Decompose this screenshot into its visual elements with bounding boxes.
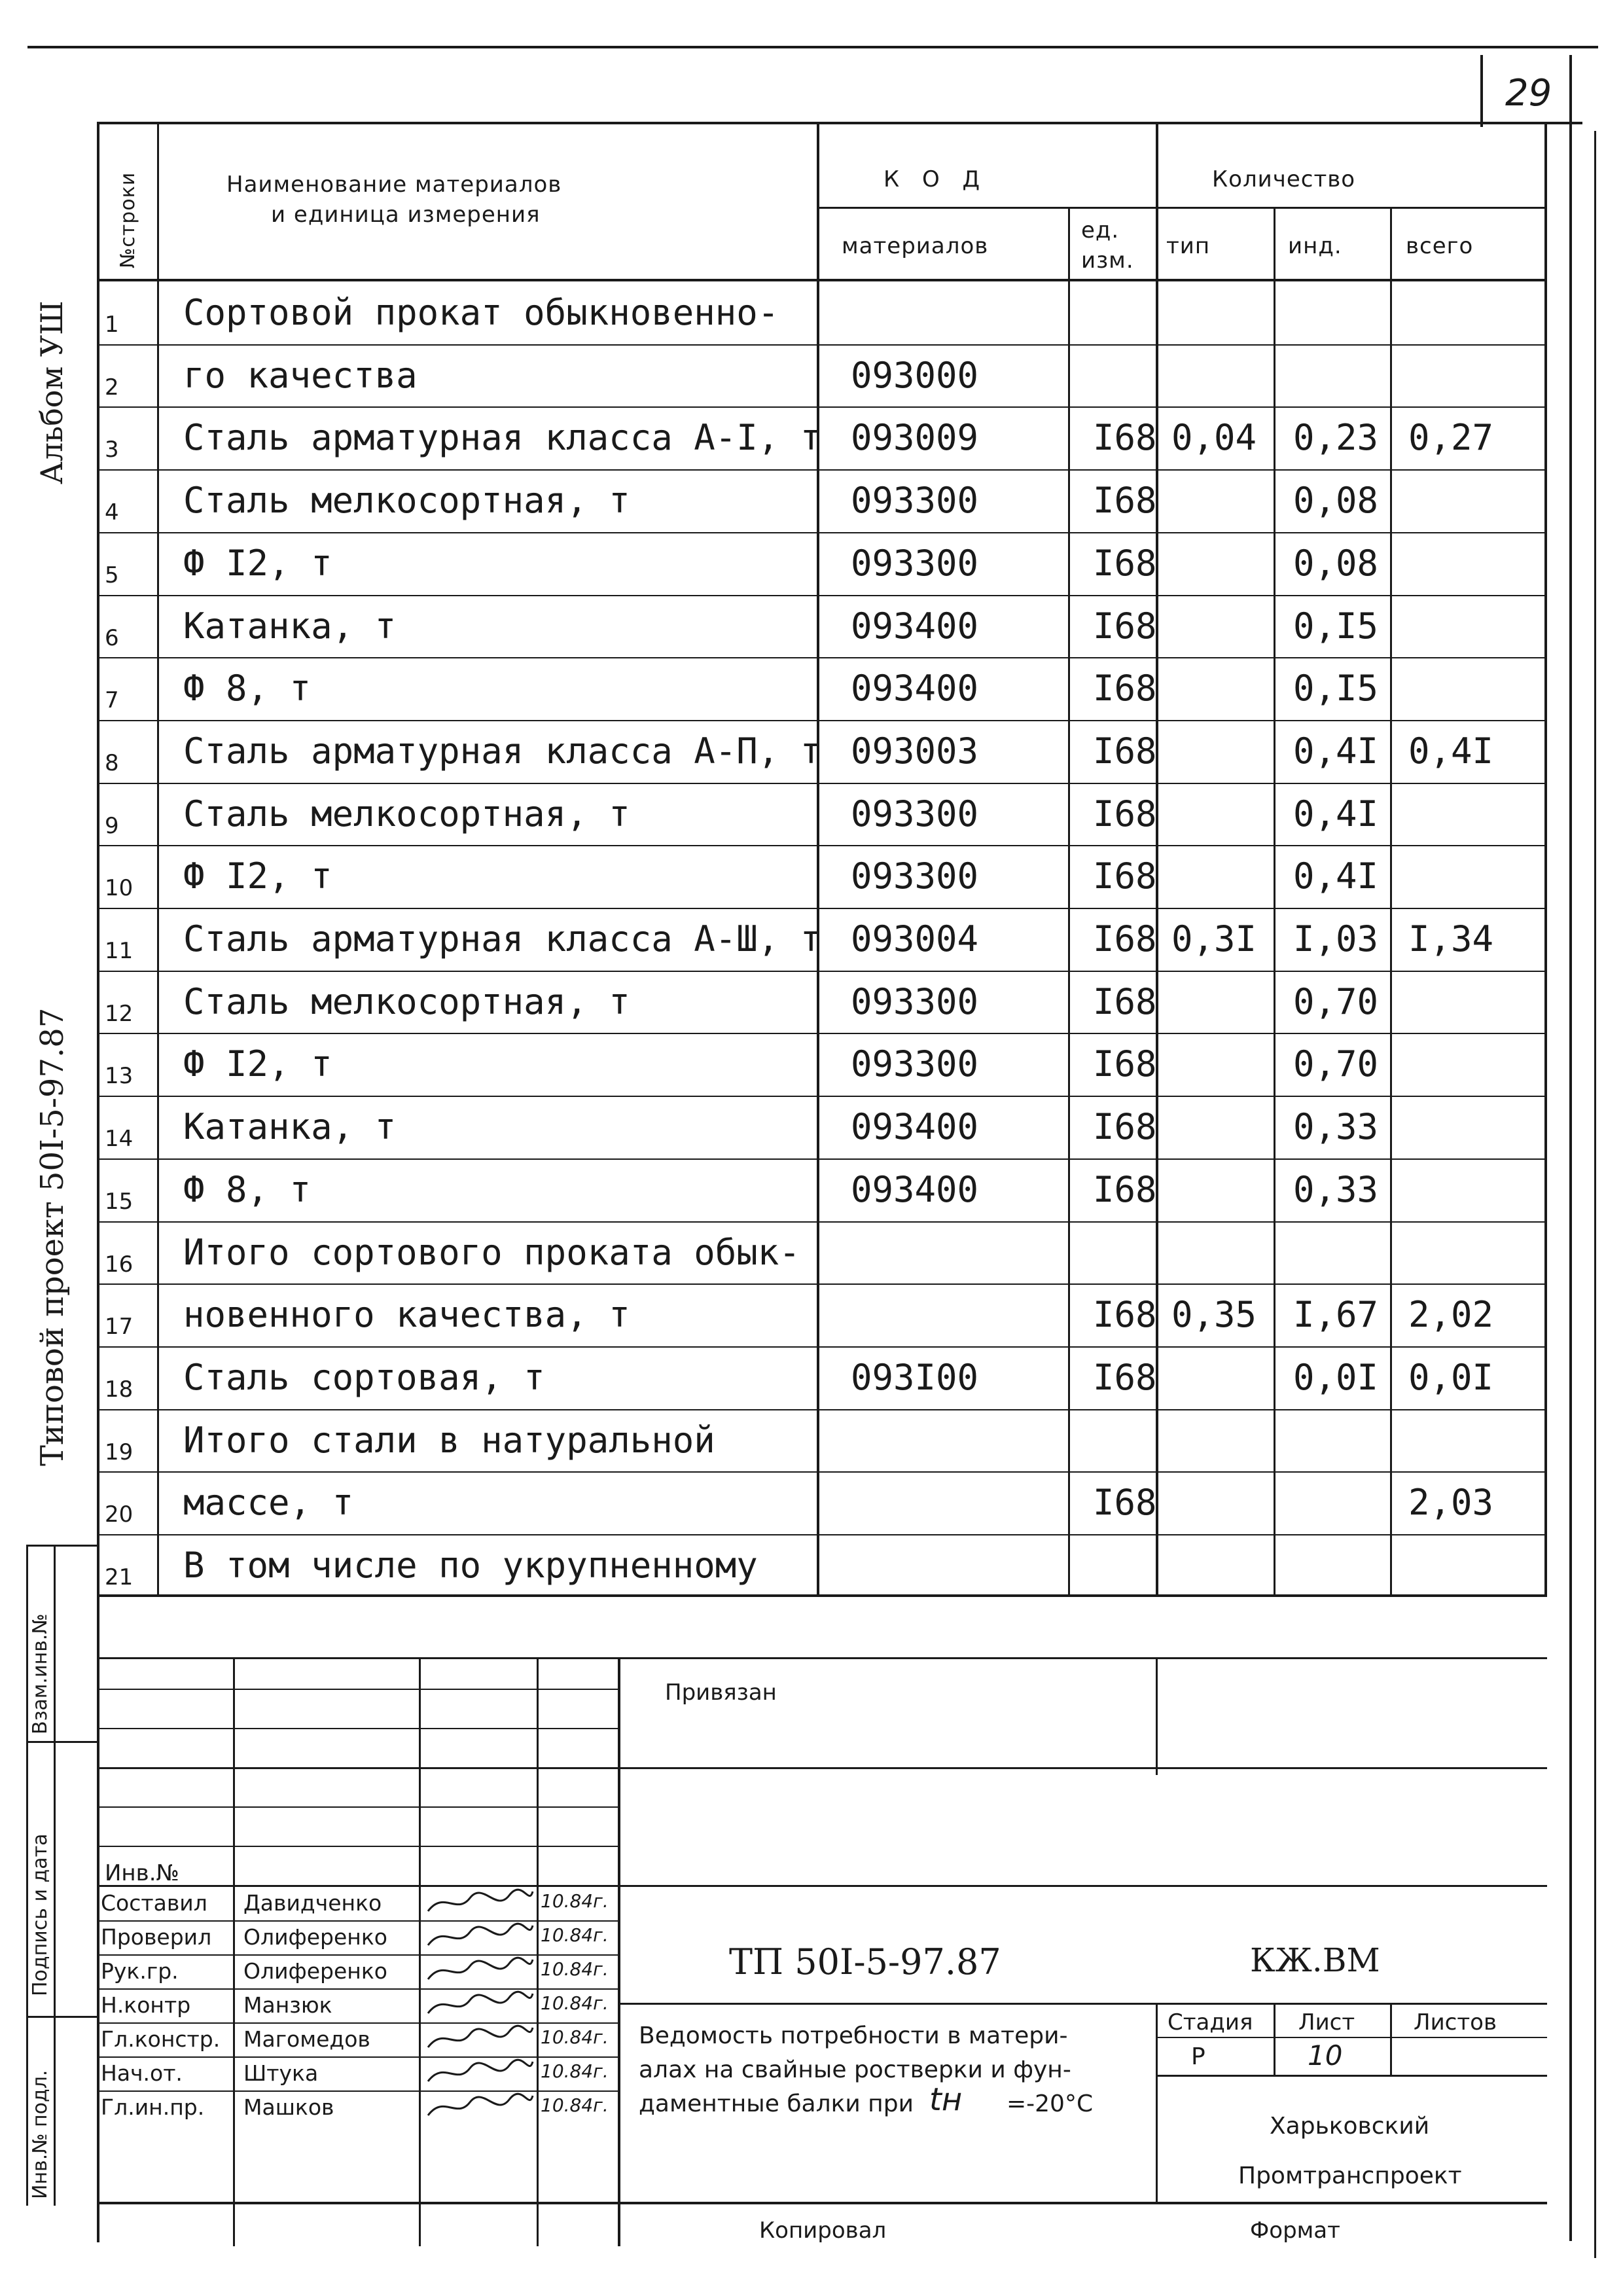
qty-ind: 0,4I	[1293, 793, 1379, 834]
material-code: 093300	[851, 480, 979, 521]
header-row-no: №строки	[116, 171, 139, 268]
qty-all: 2,02	[1408, 1294, 1494, 1335]
handwritten-signature	[424, 1920, 535, 1953]
row-number: 17	[105, 1314, 134, 1340]
sheet-value: 10	[1308, 2039, 1343, 2072]
col-ind-left	[1274, 207, 1275, 1594]
col-all-right	[1544, 122, 1547, 1594]
material-name: Итого сортового проката обык-	[183, 1232, 800, 1273]
tb-col-sheet	[1274, 2003, 1275, 2075]
header-kod: К О Д	[883, 166, 988, 192]
row-line	[97, 783, 1547, 784]
row-number: 3	[105, 437, 119, 463]
tb-line-3	[97, 1767, 1547, 1769]
row-number: 5	[105, 562, 119, 588]
unit-code: I68	[1093, 1294, 1157, 1335]
material-code: 093I00	[851, 1357, 979, 1398]
qty-ind: 0,08	[1293, 543, 1379, 584]
material-code: 093300	[851, 543, 979, 584]
page-number: 29	[1505, 72, 1552, 115]
row-line	[97, 532, 1547, 533]
project-label: Типовой проект 50I-5-97.87	[34, 1007, 71, 1466]
row-number: 9	[105, 813, 119, 839]
row-number: 20	[105, 1501, 134, 1528]
qty-all: 0,4I	[1408, 730, 1494, 772]
qty-ind: 0,0I	[1293, 1357, 1379, 1398]
unit-code: I68	[1093, 668, 1157, 709]
material-name: Итого стали в натуральной	[183, 1420, 715, 1461]
unit-code: I68	[1093, 480, 1157, 521]
qty-ind: 0,33	[1293, 1169, 1379, 1210]
frame-right-edge	[1594, 131, 1596, 2258]
header-kod-ed2: изм.	[1081, 247, 1134, 274]
signer-role: Нач.от.	[101, 2060, 183, 2086]
qty-ind: 0,I5	[1293, 605, 1379, 647]
stage-label: Стадия	[1168, 2009, 1253, 2036]
signer-name: Машков	[243, 2094, 334, 2120]
inv-podl-label: Инв.№ подл.	[29, 2070, 52, 2199]
unit-code: I68	[1093, 605, 1157, 647]
tb-col-d	[618, 1657, 620, 2246]
tb-col-e	[1156, 1657, 1158, 1775]
temp-symbol: tн	[929, 2081, 963, 2118]
header-name-l2: и единица измерения	[271, 202, 541, 228]
row-line	[97, 1283, 1547, 1285]
row-line	[97, 908, 1547, 909]
signer-role: Гл.ин.пр.	[101, 2094, 205, 2120]
tb-col-a	[233, 1657, 235, 2246]
material-code: 093400	[851, 668, 979, 709]
tb-col-stage	[1156, 2003, 1158, 2202]
material-name: массе, т	[183, 1482, 354, 1523]
tb-col-c	[537, 1657, 539, 2246]
material-name: Сталь сортовая, т	[183, 1357, 545, 1398]
row-line	[97, 1033, 1547, 1034]
tb-stage-bottom	[1156, 2075, 1547, 2077]
material-name: В том числе по укрупненному	[183, 1545, 758, 1586]
handwritten-signature	[424, 2090, 535, 2123]
row-line	[97, 1534, 1547, 1535]
qty-ind: 0,33	[1293, 1106, 1379, 1147]
signer-date: 10.84г.	[541, 2060, 609, 2082]
signer-date: 10.84г.	[541, 1958, 609, 1980]
inv-no-label: Инв.№	[105, 1860, 179, 1886]
material-name: Сталь арматурная класса А-П, т	[183, 730, 822, 772]
row-line	[97, 971, 1547, 972]
qty-all: 2,03	[1408, 1482, 1494, 1523]
material-name: Сталь мелкосортная, т	[183, 480, 630, 521]
signature-row-line	[97, 2056, 618, 2058]
qty-ind: 0,70	[1293, 981, 1379, 1022]
row-number: 18	[105, 1376, 134, 1403]
row-line	[97, 344, 1547, 346]
format-label: Формат	[1250, 2217, 1340, 2244]
signature-row-line	[97, 2090, 618, 2092]
signer-name: Олиференко	[243, 1924, 387, 1950]
tb-line-4	[97, 1806, 618, 1808]
unit-code: I68	[1093, 543, 1157, 584]
qty-ind: 0,08	[1293, 480, 1379, 521]
material-code: 093400	[851, 605, 979, 647]
qty-all: 0,27	[1408, 417, 1494, 458]
signer-role: Рук.гр.	[101, 1958, 179, 1984]
header-mid-line	[817, 207, 1547, 209]
tb-line-1	[97, 1689, 618, 1690]
tb-line-2	[97, 1728, 618, 1729]
material-name: го качества	[183, 355, 418, 396]
signature-row-line	[97, 1988, 618, 1990]
material-name: Сталь арматурная класса А-I, т	[183, 417, 822, 458]
unit-code: I68	[1093, 1357, 1157, 1398]
material-name: Катанка, т	[183, 1106, 397, 1147]
podpis-data-label: Подпись и дата	[29, 1833, 52, 1996]
material-code: 093003	[851, 730, 979, 772]
row-number: 13	[105, 1063, 134, 1089]
qty-all: I,34	[1408, 918, 1494, 960]
row-number: 7	[105, 687, 119, 713]
unit-code: I68	[1093, 1169, 1157, 1210]
row-line	[97, 1158, 1547, 1160]
tb-line-6	[97, 1885, 1547, 1887]
unit-code: I68	[1093, 918, 1157, 960]
header-kod-ed1: ед.	[1081, 217, 1120, 243]
handwritten-signature	[424, 1886, 535, 1919]
row-number: 12	[105, 1001, 134, 1027]
handwritten-signature	[424, 2056, 535, 2089]
row-line	[97, 1221, 1547, 1223]
copied-label: Копировал	[759, 2217, 887, 2244]
qty-ind: 0,4I	[1293, 855, 1379, 897]
qty-ind: I,03	[1293, 918, 1379, 960]
signer-name: Давидченко	[243, 1890, 382, 1916]
unit-code: I68	[1093, 1106, 1157, 1147]
strip-bottom-line	[97, 1657, 1547, 1659]
unit-code: I68	[1093, 1482, 1157, 1523]
unit-code: I68	[1093, 793, 1157, 834]
material-name: Сталь мелкосортная, т	[183, 793, 630, 834]
temp-value: =-20°С	[1007, 2090, 1094, 2117]
header-qty: Количество	[1212, 166, 1356, 192]
row-number: 11	[105, 938, 134, 964]
doc-code: ТП 50I-5-97.87	[729, 1941, 1001, 1982]
table-left	[97, 122, 99, 2242]
qty-ind: I,67	[1293, 1294, 1379, 1335]
col-kod-left	[817, 122, 819, 1594]
row-number: 2	[105, 374, 119, 401]
header-qty-ind: инд.	[1288, 233, 1342, 259]
row-line	[97, 1471, 1547, 1473]
row-number: 21	[105, 1564, 134, 1590]
header-kod-mat: материалов	[842, 233, 989, 259]
tb-bottom	[97, 2202, 1547, 2204]
signer-name: Штука	[243, 2060, 319, 2086]
row-number: 14	[105, 1126, 134, 1152]
row-line	[97, 845, 1547, 846]
material-name: Ф I2, т	[183, 543, 332, 584]
tb-col-b	[419, 1657, 421, 2246]
material-code: 093300	[851, 855, 979, 897]
side-strip-div2	[26, 1741, 98, 1743]
signer-role: Составил	[101, 1890, 207, 1916]
material-name: Ф 8, т	[183, 1169, 312, 1210]
album-label: Альбом УШ	[34, 300, 69, 484]
page-number-box-left	[1480, 55, 1483, 127]
inv-zam-label: Взам.инв.№	[29, 1613, 52, 1734]
material-code: 093000	[851, 355, 979, 396]
header-qty-all: всего	[1406, 233, 1474, 259]
material-name: Сталь арматурная класса А-Ш, т	[183, 918, 822, 960]
material-name: Ф I2, т	[183, 1043, 332, 1085]
unit-code: I68	[1093, 417, 1157, 458]
qty-tip: 0,35	[1171, 1294, 1257, 1335]
material-code: 093004	[851, 918, 979, 960]
frame-right-outer	[1569, 55, 1572, 2241]
tb-col-sheets	[1390, 2003, 1392, 2075]
material-name: новенного качества, т	[183, 1294, 630, 1335]
signer-date: 10.84г.	[541, 1924, 609, 1946]
signer-role: Н.контр	[101, 1992, 191, 2018]
row-number: 15	[105, 1189, 134, 1215]
material-name: Ф 8, т	[183, 668, 312, 709]
handwritten-signature	[424, 1954, 535, 1987]
top-border	[27, 46, 1598, 48]
row-number: 10	[105, 875, 134, 901]
material-name: Ф I2, т	[183, 855, 332, 897]
material-code: 093300	[851, 793, 979, 834]
qty-tip: 0,3I	[1171, 918, 1257, 960]
description-l1: Ведомость потребности в матери-	[639, 2022, 1068, 2049]
side-strip-left	[26, 1545, 28, 2206]
material-code: 093400	[851, 1106, 979, 1147]
material-code: 093300	[851, 981, 979, 1022]
material-name: Катанка, т	[183, 605, 397, 647]
unit-code: I68	[1093, 855, 1157, 897]
signature-row-line	[97, 2022, 618, 2024]
row-number: 1	[105, 312, 119, 338]
col-all-left	[1390, 207, 1392, 1594]
table-bottom-line	[97, 1594, 1547, 1597]
signature-row-line	[97, 1954, 618, 1956]
tb-line-5	[97, 1846, 618, 1847]
material-code: 093300	[851, 1043, 979, 1085]
qty-tip: 0,04	[1171, 417, 1257, 458]
col-name-left	[157, 122, 159, 1594]
row-number: 8	[105, 750, 119, 776]
unit-code: I68	[1093, 730, 1157, 772]
row-line	[97, 720, 1547, 721]
side-strip-div1	[26, 1545, 98, 1547]
row-number: 19	[105, 1439, 134, 1465]
tb-line-7	[618, 2003, 1547, 2005]
qty-all: 0,0I	[1408, 1357, 1494, 1398]
row-line	[97, 1409, 1547, 1410]
page-number-box-bottom	[97, 122, 1582, 124]
row-line	[97, 1096, 1547, 1097]
unit-code: I68	[1093, 981, 1157, 1022]
sheets-label: Листов	[1414, 2009, 1497, 2036]
privyazan-label: Привязан	[665, 1679, 777, 1706]
row-number: 6	[105, 625, 119, 651]
side-strip-div3	[26, 2016, 98, 2018]
row-line	[97, 1346, 1547, 1348]
signer-role: Проверил	[101, 1924, 212, 1950]
row-line	[97, 469, 1547, 471]
row-line	[97, 595, 1547, 596]
row-line	[97, 406, 1547, 408]
row-number: 16	[105, 1251, 134, 1278]
signer-role: Гл.констр.	[101, 2026, 221, 2052]
qty-ind: 0,23	[1293, 417, 1379, 458]
tb-stage-mid	[1156, 2037, 1547, 2038]
side-strip-mid	[54, 1545, 56, 2206]
col-ed-left	[1068, 207, 1070, 1594]
row-line	[97, 657, 1547, 658]
material-code: 093009	[851, 417, 979, 458]
material-name: Сортовой прокат обыкновенно-	[183, 292, 779, 333]
stage-value: Р	[1191, 2043, 1205, 2070]
qty-ind: 0,I5	[1293, 668, 1379, 709]
signer-date: 10.84г.	[541, 2026, 609, 2048]
unit-code: I68	[1093, 1043, 1157, 1085]
material-code: 093400	[851, 1169, 979, 1210]
qty-ind: 0,4I	[1293, 730, 1379, 772]
signer-name: Манзюк	[243, 1992, 332, 2018]
signer-name: Олиференко	[243, 1958, 387, 1984]
handwritten-signature	[424, 2022, 535, 2055]
org-line1: Харьковский	[1270, 2113, 1430, 2140]
header-name-l1: Наименование материалов	[226, 171, 562, 198]
org-line2: Промтранспроект	[1238, 2162, 1462, 2189]
signer-date: 10.84г.	[541, 1992, 609, 2014]
handwritten-signature	[424, 1988, 535, 2021]
sheet-label: Лист	[1298, 2009, 1355, 2036]
signer-date: 10.84г.	[541, 1890, 609, 1912]
qty-ind: 0,70	[1293, 1043, 1379, 1085]
signer-name: Магомедов	[243, 2026, 370, 2052]
header-bottom-line	[97, 279, 1547, 281]
description-l3: даментные балки при	[639, 2090, 914, 2117]
header-qty-tip: тип	[1166, 233, 1211, 259]
doc-mark: КЖ.ВМ	[1250, 1941, 1380, 1979]
material-name: Сталь мелкосортная, т	[183, 981, 630, 1022]
row-number: 4	[105, 499, 119, 526]
signer-date: 10.84г.	[541, 2094, 609, 2116]
signature-row-line	[97, 1920, 618, 1922]
description-l2: алах на свайные ростверки и фун-	[639, 2056, 1071, 2083]
